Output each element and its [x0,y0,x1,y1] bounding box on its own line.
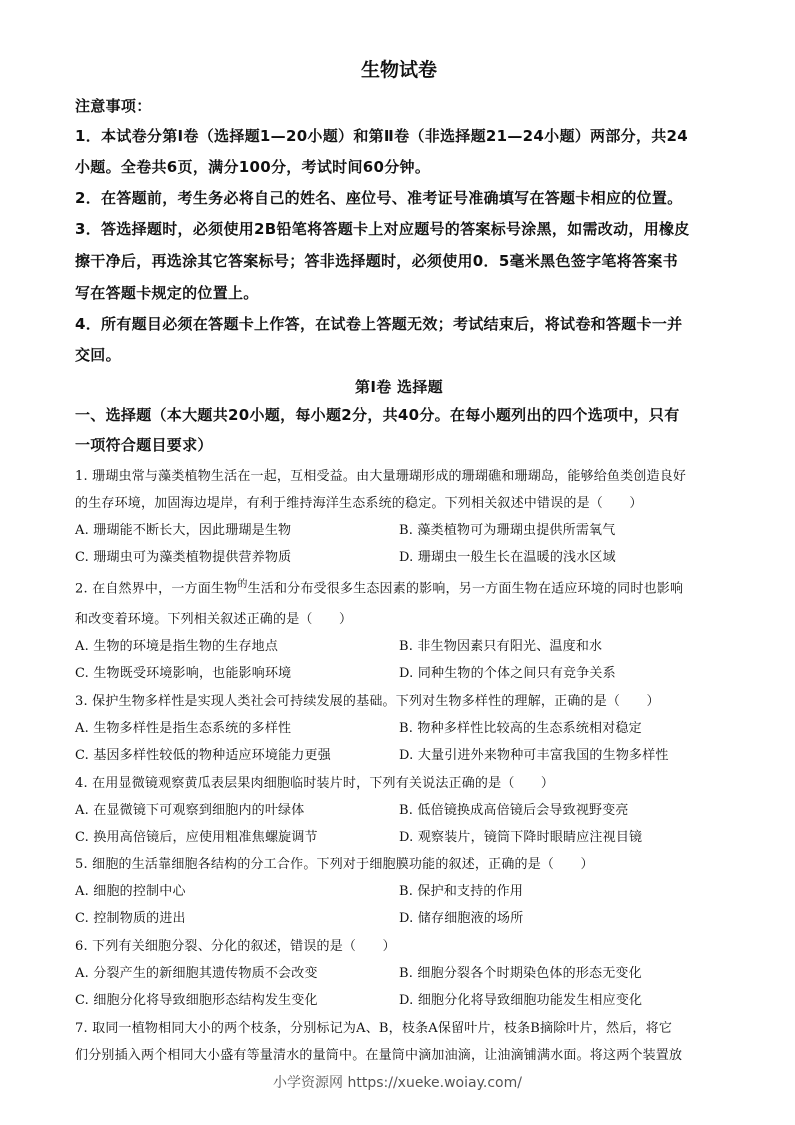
question-stem-line: 4. 在用显微镜观察黄瓜表层果肉细胞临时装片时，下列有关说法正确的是（ ） [75,776,555,791]
notice-line: 4．所有题目必须在答题卡上作答，在试卷上答题无效；考试结束后，将试卷和答题卡一并 [75,315,683,333]
answer-option: C. 基因多样性较低的物种适应环境能力更强 [75,748,331,763]
answer-option: B. 非生物因素只有阳光、温度和水 [399,639,603,654]
answer-option: B. 藻类植物可为珊瑚虫提供所需氧气 [399,523,616,538]
answer-option: B. 物种多样性比较高的生态系统相对稳定 [399,721,642,736]
answer-option: D. 储存细胞液的场所 [399,911,524,926]
notice-line: 小题。全卷共6页，满分100分，考试时间60分钟。 [75,158,431,176]
question-stem-line: 的生存环境，加固海边堤岸，有利于维持海洋生态系统的稳定。下列相关叙述中错误的是（ ） [75,496,643,511]
question-stem-line: 们分别插入两个相同大小盛有等量清水的量筒中。在量筒中滴加油滴，让油滴铺满水面。将这两个装置放 [75,1048,683,1063]
question-stem-line: 1. 珊瑚虫常与藻类植物生活在一起，互相受益。由大量珊瑚形成的珊瑚礁和珊瑚岛，能够给鱼类创造良好 [75,469,687,484]
answer-option: C. 珊瑚虫可为藻类植物提供营养物质 [75,550,292,565]
notice-line: 3．答选择题时，必须使用2B铅笔将答题卡上对应题号的答案标号涂黑，如需改动，用橡皮 [75,220,690,238]
stem-fragment: 2. 在自然界中，一方面生物 [75,581,238,597]
notice-line: 交回。 [75,346,121,364]
answer-option: D. 大量引进外来物种可丰富我国的生物多样性 [399,748,669,763]
answer-option: D. 观察装片，镜筒下降时眼睛应注视目镜 [399,830,643,845]
page-title: 生物试卷 [360,59,437,81]
question-stem-line: 5. 细胞的生活靠细胞各结构的分工合作。下列对于细胞膜功能的叙述，正确的是（ ） [75,857,594,872]
question-stem-line [75,575,683,596]
answer-option: C. 生物既受环境影响，也能影响环境 [75,666,292,681]
notice-line: 写在答题卡规定的位置上。 [75,284,259,302]
stem-fragment: 生活和分布受很多生态因素的影响，另一方面生物在适应环境的同时也影响 [247,581,684,597]
notice-line: 2．在答题前，考生务必将自己的姓名、座位号、准考证号准确填写在答题卡相应的位置。 [75,189,683,207]
answer-option: B. 细胞分裂各个时期染色体的形态无变化 [399,966,642,981]
answer-option: D. 细胞分化将导致细胞功能发生相应变化 [399,993,643,1008]
answer-option: D. 同种生物的个体之间只有竞争关系 [399,666,616,681]
part-heading-line: 一项符合题目要求） [75,436,213,454]
question-stem-line: 6. 下列有关细胞分裂、分化的叙述，错误的是（ ） [75,939,396,954]
notice-line: 擦干净后，再选涂其它答案标号；答非选择题时，必须使用0．5毫米黑色签字笔将答案书 [75,252,678,270]
part-heading-line: 一、选择题（本大题共20小题，每小题2分，共40分。在每小题列出的四个选项中，只有 [75,406,680,424]
watermark-footer: 小学资源网 https://xueke.woiay.com/ [273,1075,522,1091]
notice-line: 1．本试卷分第Ⅰ卷（选择题1—20小题）和第Ⅱ卷（非选择题21—24小题）两部分，共24 [75,127,689,145]
answer-option: D. 珊瑚虫一般生长在温暖的浅水区域 [399,550,616,565]
answer-option: C. 控制物质的进出 [75,911,186,926]
answer-option: A. 细胞的控制中心 [75,884,186,899]
answer-option: A. 生物多样性是指生态系统的多样性 [75,721,292,736]
stem-fragment: 的 [237,579,248,590]
answer-option: B. 低倍镜换成高倍镜后会导致视野变亮 [399,803,629,818]
question-stem-line: 7. 取同一植物相同大小的两个枝条，分别标记为A、B，枝条A保留叶片，枝条B摘除叶片，然后，将它 [75,1021,673,1036]
answer-option: A. 分裂产生的新细胞其遗传物质不会改变 [75,966,318,981]
answer-option: C. 细胞分化将导致细胞形态结构发生变化 [75,993,318,1008]
notice-heading: 注意事项： [75,97,152,115]
answer-option: A. 在显微镜下可观察到细胞内的叶绿体 [75,803,305,818]
section-title: 第Ⅰ卷 选择题 [355,378,443,396]
question-stem-line: 和改变着环境。下列相关叙述正确的是（ ） [75,612,353,627]
answer-option: C. 换用高倍镜后，应使用粗准焦螺旋调节 [75,830,318,845]
answer-option: A. 生物的环境是指生物的生存地点 [75,639,279,654]
answer-option: B. 保护和支持的作用 [399,884,524,899]
question-stem-line: 3. 保护生物多样性是实现人类社会可持续发展的基础。下列对生物多样性的理解，正确的是（ ） [75,694,660,709]
answer-option: A. 珊瑚能不断长大，因此珊瑚是生物 [75,523,292,538]
